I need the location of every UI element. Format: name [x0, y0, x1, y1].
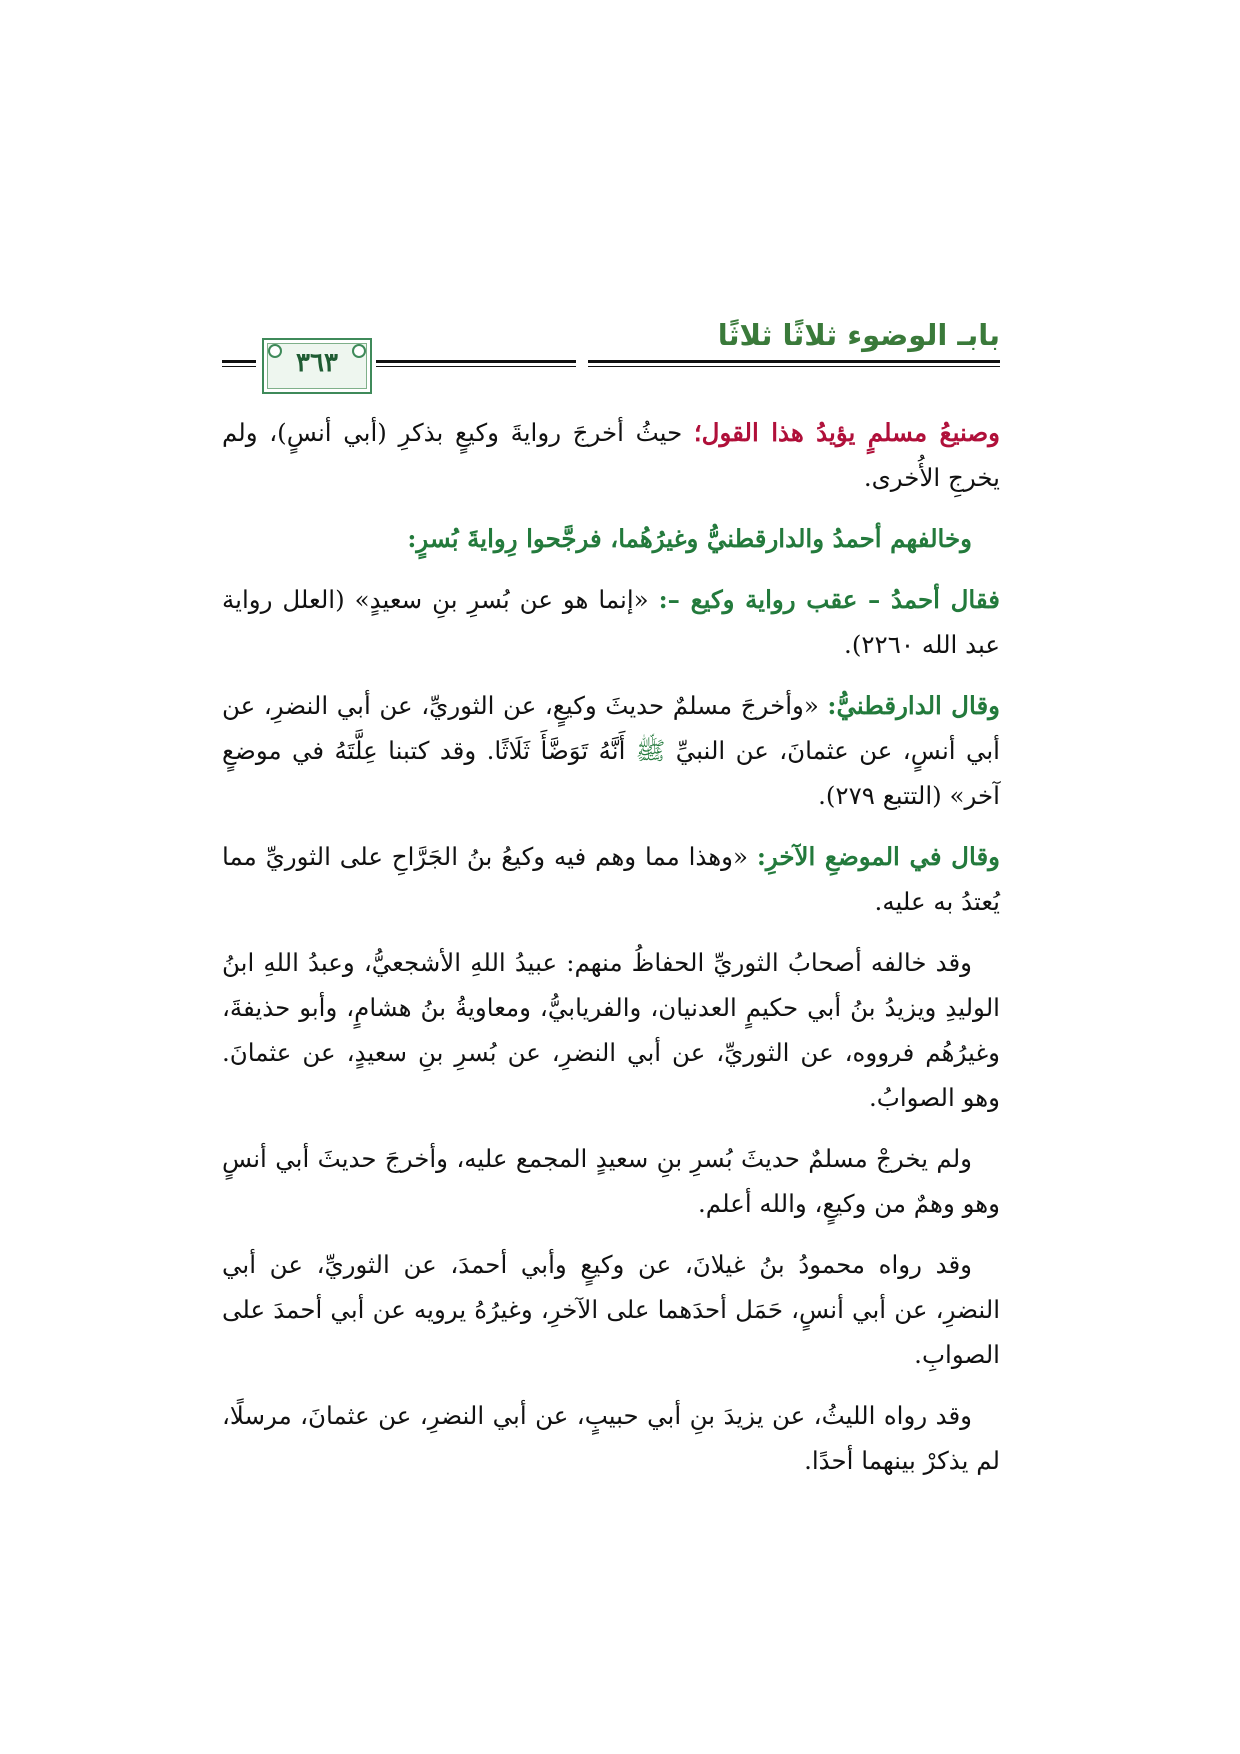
salawat-glyph: ﷺ [635, 736, 666, 765]
page-header [222, 318, 1000, 398]
highlight-green: وقال في الموضعِ الآخرِ: [756, 842, 1000, 871]
paragraph-9 [222, 1393, 1000, 1483]
paragraph-text: «وهذا مما وهم فيه وكيعُ بنُ الجَرَّاحِ على الثوريِّ مما يُعتدُ به عليه. [222, 842, 1000, 916]
paragraph-text: ولم يخرجْ مسلمٌ حديثَ بُسرِ بنِ سعيدٍ المجمع عليه، وأخرجَ حديثَ أبي أنسٍ وهو وهمٌ من وكيعٍ، والله أعلم. [222, 1144, 1000, 1218]
section-heading: وخالفهم أحمدُ والدارقطنيُّ وغيرُهُما، فرجَّحوا رِوايةَ بُسرٍ: [407, 524, 972, 553]
header-rule-middle [376, 360, 576, 367]
paragraph-1 [222, 410, 1000, 500]
paragraph-8 [222, 1242, 1000, 1377]
paragraph-text: «إنما هو عن بُسرِ بنِ سعيدٍ» (العلل رواية عبد الله ٢٢٦٠). [222, 585, 1000, 659]
highlight-green: وقال الدارقطنيُّ: [827, 691, 1000, 720]
paragraph-text: أَنَّهُ تَوَضَّأَ ثَلَاثًا. وقد كتبنا عِلَّتَهُ في موضعٍ آخر» (التتبع ٢٧٩). [222, 736, 1000, 810]
chapter-title: بابـ الوضوء ثلاثًا ثلاثًا [717, 318, 1000, 352]
paragraph-text: وقد رواه الليثُ، عن يزيدَ بنِ أبي حبيبٍ، عن أبي النضرِ، عن عثمانَ، مرسلًا، لم يذكرْ بينهما أحدًا. [222, 1401, 1000, 1475]
paragraph-5 [222, 834, 1000, 924]
paragraph-4 [222, 683, 1000, 818]
paragraph-6 [222, 940, 1000, 1120]
page-number: ٣٦٣ [296, 348, 338, 378]
paragraph-text: «وأخرجَ مسلمٌ حديثَ وكيعٍ، عن الثوريِّ، عن أبي النضرِ، عن أبي أنسٍ، عن عثمانَ، عن النبيِّ [222, 691, 1000, 765]
paragraph-3 [222, 577, 1000, 667]
header-rule-left [222, 360, 256, 367]
highlight-red: وصنيعُ مسلمٍ يؤيدُ هذا القول؛ [693, 418, 1000, 447]
paragraph-text: وقد رواه محمودُ بنُ غيلانَ، عن وكيعٍ وأبي أحمدَ، عن الثوريِّ، عن أبي النضرِ، عن أبي أنسٍ، حَمَل أحدَهما على الآخرِ، وغيرُهُ يرويه عن أبي أحمدَ على الصوابِ. [222, 1250, 1000, 1369]
page-number-ornament [262, 338, 582, 396]
paragraph-7 [222, 1136, 1000, 1226]
paragraph-2 [222, 516, 1000, 561]
header-rule-right [588, 360, 1000, 367]
page-body [222, 410, 1000, 1499]
highlight-green: فقال أحمدُ – عقب رواية وكيع –: [658, 585, 1000, 614]
paragraph-text: وقد خالفه أصحابُ الثوريِّ الحفاظُ منهم: عبيدُ اللهِ الأشجعيُّ، وعبدُ اللهِ ابنُ الوليدِ ويزيدُ بنُ أبي حكيمٍ العدنيان، والفريابيُّ، ومعاويةُ بنُ هشامٍ، وأبو حذيفةَ، وغيرُهُم فرووه، عن الثوريِّ، عن أبي النضرِ، عن بُسرِ بنِ سعيدٍ، عن عثمانَ. وهو الصوابُ. [222, 948, 1000, 1112]
paragraph-text: حيثُ أخرجَ روايةَ وكيعٍ بذكرِ (أبي أنسٍ)، ولم يخرجِ الأُخرى. [222, 418, 1000, 492]
